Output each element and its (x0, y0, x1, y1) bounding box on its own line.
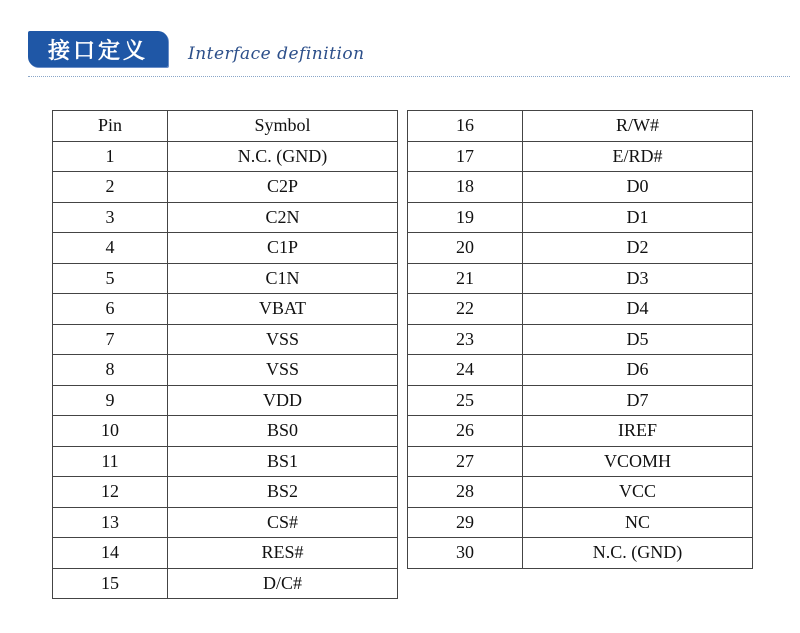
table-row (53, 172, 398, 203)
pin-number-cell: 30 (408, 538, 523, 569)
section-subtitle: Interface definition (188, 44, 365, 64)
pin-number-cell: 15 (53, 568, 168, 599)
table-row (53, 263, 398, 294)
pin-number-cell: 7 (53, 324, 168, 355)
table-row (408, 233, 753, 264)
pin-symbol-cell: D6 (523, 355, 753, 386)
pin-number-cell: 9 (53, 385, 168, 416)
pin-symbol-cell: D2 (523, 233, 753, 264)
table-row (53, 568, 398, 599)
pin-number-cell: 13 (53, 507, 168, 538)
pin-number-cell: 2 (53, 172, 168, 203)
table-row (53, 355, 398, 386)
pin-number-cell: 3 (53, 202, 168, 233)
pin-number-cell: 21 (408, 263, 523, 294)
pin-symbol-cell: D0 (523, 172, 753, 203)
table-row (408, 111, 753, 142)
pin-number-cell: 29 (408, 507, 523, 538)
pin-number-cell: 24 (408, 355, 523, 386)
table-row (408, 141, 753, 172)
section-title-badge: 接口定义 (28, 31, 168, 67)
table-row (408, 416, 753, 447)
pin-symbol-cell: VDD (168, 385, 398, 416)
pin-symbol-cell: D1 (523, 202, 753, 233)
pin-symbol-cell: C2P (168, 172, 398, 203)
pin-number-cell: 18 (408, 172, 523, 203)
pin-symbol-cell: CS# (168, 507, 398, 538)
column-header-pin: Pin (53, 111, 168, 142)
pin-symbol-cell: D5 (523, 324, 753, 355)
pin-table-left (52, 110, 398, 599)
pin-number-cell: 22 (408, 294, 523, 325)
pin-number-cell: 11 (53, 446, 168, 477)
table-row (53, 538, 398, 569)
table-row (53, 324, 398, 355)
table-row (408, 202, 753, 233)
table-row (408, 324, 753, 355)
pin-number-cell: 17 (408, 141, 523, 172)
pin-symbol-cell: N.C. (GND) (168, 141, 398, 172)
table-row (53, 507, 398, 538)
pin-symbol-cell: BS2 (168, 477, 398, 508)
pin-number-cell: 27 (408, 446, 523, 477)
pin-number-cell: 23 (408, 324, 523, 355)
table-row (408, 507, 753, 538)
pin-symbol-cell: D7 (523, 385, 753, 416)
pin-symbol-cell: VSS (168, 324, 398, 355)
pin-number-cell: 14 (53, 538, 168, 569)
pin-symbol-cell: NC (523, 507, 753, 538)
pin-symbol-cell: BS0 (168, 416, 398, 447)
pin-symbol-cell: D3 (523, 263, 753, 294)
pin-number-cell: 8 (53, 355, 168, 386)
pin-symbol-cell: C2N (168, 202, 398, 233)
pin-symbol-cell: BS1 (168, 446, 398, 477)
pin-number-cell: 1 (53, 141, 168, 172)
pin-symbol-cell: E/RD# (523, 141, 753, 172)
pin-number-cell: 10 (53, 416, 168, 447)
pin-table-right (407, 110, 753, 569)
pin-symbol-cell: N.C. (GND) (523, 538, 753, 569)
table-row (53, 202, 398, 233)
pin-number-cell: 28 (408, 477, 523, 508)
table-row (408, 385, 753, 416)
table-row (53, 233, 398, 264)
table-row (408, 172, 753, 203)
table-row (408, 263, 753, 294)
pin-number-cell: 20 (408, 233, 523, 264)
pin-number-cell: 12 (53, 477, 168, 508)
table-row (408, 294, 753, 325)
pin-symbol-cell: VCC (523, 477, 753, 508)
pin-number-cell: 5 (53, 263, 168, 294)
pin-number-cell: 26 (408, 416, 523, 447)
table-header-row (53, 111, 398, 142)
pin-symbol-cell: C1N (168, 263, 398, 294)
table-row (408, 477, 753, 508)
pin-symbol-cell: IREF (523, 416, 753, 447)
table-row (53, 141, 398, 172)
table-row (53, 385, 398, 416)
pin-number-cell: 6 (53, 294, 168, 325)
column-header-symbol: Symbol (168, 111, 398, 142)
table-row (408, 355, 753, 386)
pin-number-cell: 25 (408, 385, 523, 416)
pin-symbol-cell: VSS (168, 355, 398, 386)
section-header (0, 0, 800, 90)
pin-symbol-cell: C1P (168, 233, 398, 264)
pin-number-cell: 19 (408, 202, 523, 233)
table-row (53, 416, 398, 447)
table-row (53, 477, 398, 508)
pin-symbol-cell: D4 (523, 294, 753, 325)
pin-symbol-cell: VCOMH (523, 446, 753, 477)
table-row (53, 446, 398, 477)
pin-symbol-cell: RES# (168, 538, 398, 569)
pin-symbol-cell: R/W# (523, 111, 753, 142)
table-row (408, 538, 753, 569)
pin-number-cell: 4 (53, 233, 168, 264)
header-divider (28, 76, 790, 77)
table-row (408, 446, 753, 477)
pin-number-cell: 16 (408, 111, 523, 142)
pin-symbol-cell: D/C# (168, 568, 398, 599)
pin-symbol-cell: VBAT (168, 294, 398, 325)
table-row (53, 294, 398, 325)
